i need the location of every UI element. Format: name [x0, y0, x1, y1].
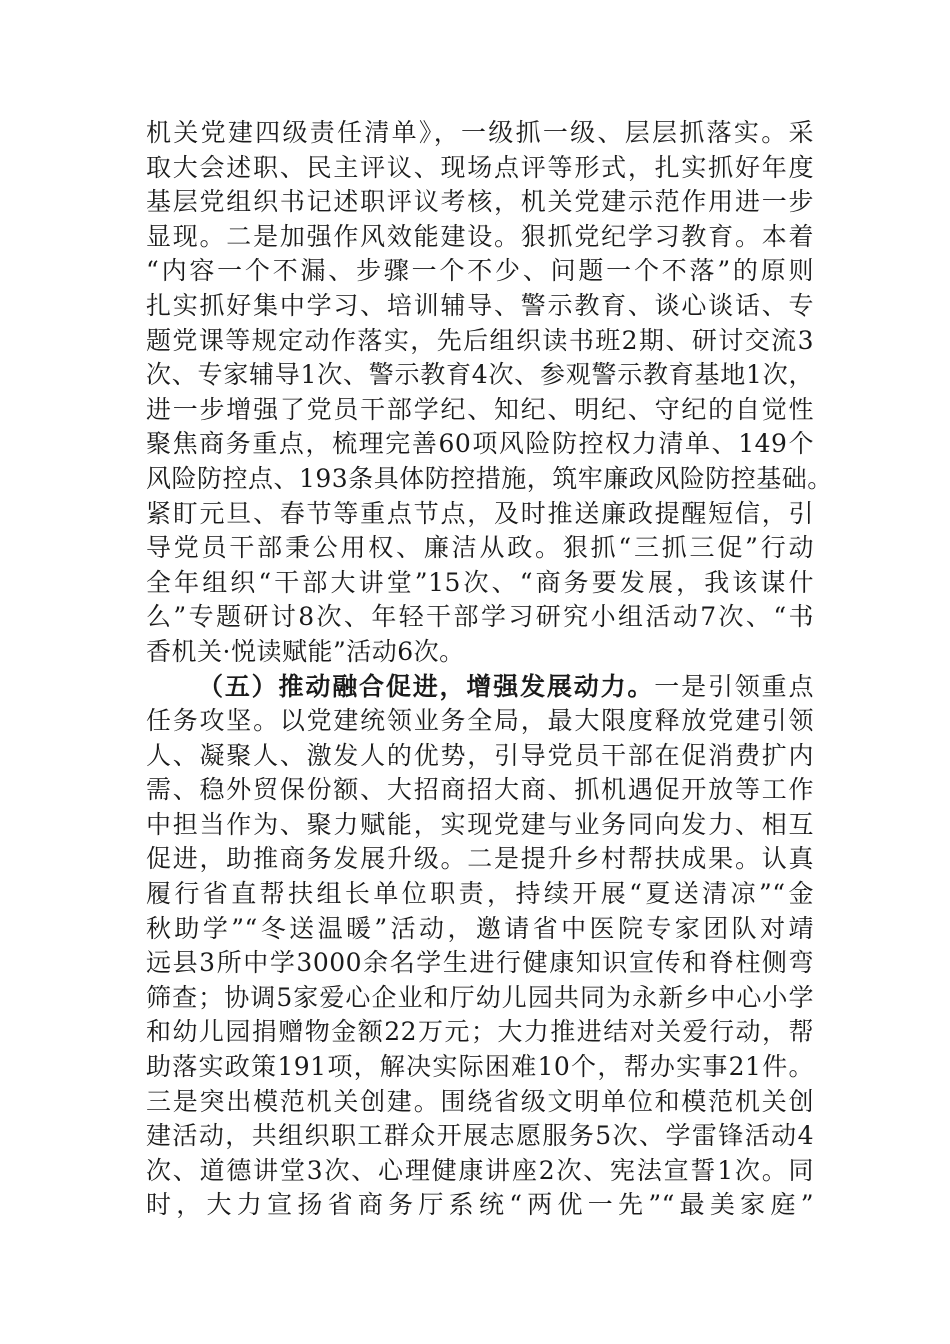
text-line: 聚焦商务重点，梳理完善60项风险防控权力清单、149个	[146, 429, 814, 459]
paragraph-first-line	[146, 670, 814, 705]
text-line: 风险防控点、193条具体防控措施，筑牢廉政风险防控基础。	[146, 463, 833, 493]
text-line: 需、稳外贸保份额、大招商招大商、抓机遇促开放等工作	[146, 775, 814, 805]
text-line: 人、凝聚人、激发人的优势，引导党员干部在促消费扩内	[146, 740, 814, 770]
text-line: 紧盯元旦、春节等重点节点，及时推送廉政提醒短信，引	[146, 498, 814, 528]
paragraph-discipline	[146, 116, 833, 670]
text-line: 么”专题研讨8次、年轻干部学习研究小组活动7次、“书	[146, 602, 815, 632]
text-line: 次、专家辅导1次、警示教育4次、参观警示教育基地1次，	[146, 360, 814, 390]
text-line: 中担当作为、聚力赋能，实现党建与业务同向发力、相互	[146, 809, 814, 839]
text-line: 全年组织“干部大讲堂”15次、“商务要发展，我该谋什	[146, 567, 814, 597]
text-line: 时，大力宣扬省商务厅系统“两优一先”“最美家庭”	[146, 1190, 814, 1220]
text-line: “内容一个不漏、步骤一个不少、问题一个不落”的原则	[146, 256, 814, 286]
text-line: 导党员干部秉公用权、廉洁从政。狠抓“三抓三促”行动	[146, 533, 814, 563]
text-line: 任务攻坚。以党建统领业务全局，最大限度释放党建引领	[146, 706, 814, 736]
text-line: 筛查；协调5家爱心企业和厅幼儿园共同为永新乡中心小学	[146, 982, 814, 1012]
text-line: 秋助学”“冬送温暖”活动，邀请省中医院专家团队对靖	[146, 913, 814, 943]
text-line: 助落实政策191项，解决实际困难10个，帮办实事21件。	[146, 1052, 814, 1082]
section-heading: （五）推动融合促进，增强发展动力。	[198, 671, 655, 701]
first-line-rest: 一是引领重点	[654, 671, 814, 701]
text-line: 进一步增强了党员干部学纪、知纪、明纪、守纪的自觉性	[146, 394, 814, 424]
text-line: 三是突出模范机关创建。围绕省级文明单位和模范机关创	[146, 1086, 814, 1116]
text-line: 题党课等规定动作落实，先后组织读书班2期、研讨交流3	[146, 325, 814, 355]
text-line: 和幼儿园捐赠物金额22万元；大力推进结对关爱行动，帮	[146, 1017, 814, 1047]
text-line: 基层党组织书记述职评议考核，机关党建示范作用进一步	[146, 187, 814, 217]
text-line: 取大会述职、民主评议、现场点评等形式，扎实抓好年度	[146, 152, 814, 182]
text-line: 香机关·悦读赋能”活动6次。	[146, 636, 465, 666]
text-line: 扎实抓好集中学习、培训辅导、警示教育、谈心谈话、专	[146, 290, 814, 320]
text-line: 次、道德讲堂3次、心理健康讲座2次、宪法宣誓1次。同	[146, 1155, 814, 1185]
text-line: 机关党建四级责任清单》，一级抓一级、层层抓落实。采	[146, 118, 814, 147]
paragraph-integration	[146, 670, 814, 1224]
document-page	[146, 116, 833, 1223]
text-line: 显现。二是加强作风效能建设。狠抓党纪学习教育。本着	[146, 221, 814, 251]
text-line: 促进，助推商务发展升级。二是提升乡村帮扶成果。认真	[146, 844, 814, 874]
text-line: 履行省直帮扶组长单位职责，持续开展“夏送清凉”“金	[146, 879, 814, 909]
text-line: 远县3所中学3000余名学生进行健康知识宣传和脊柱侧弯	[146, 948, 814, 978]
text-line: 建活动，共组织职工群众开展志愿服务5次、学雷锋活动4	[146, 1121, 814, 1151]
